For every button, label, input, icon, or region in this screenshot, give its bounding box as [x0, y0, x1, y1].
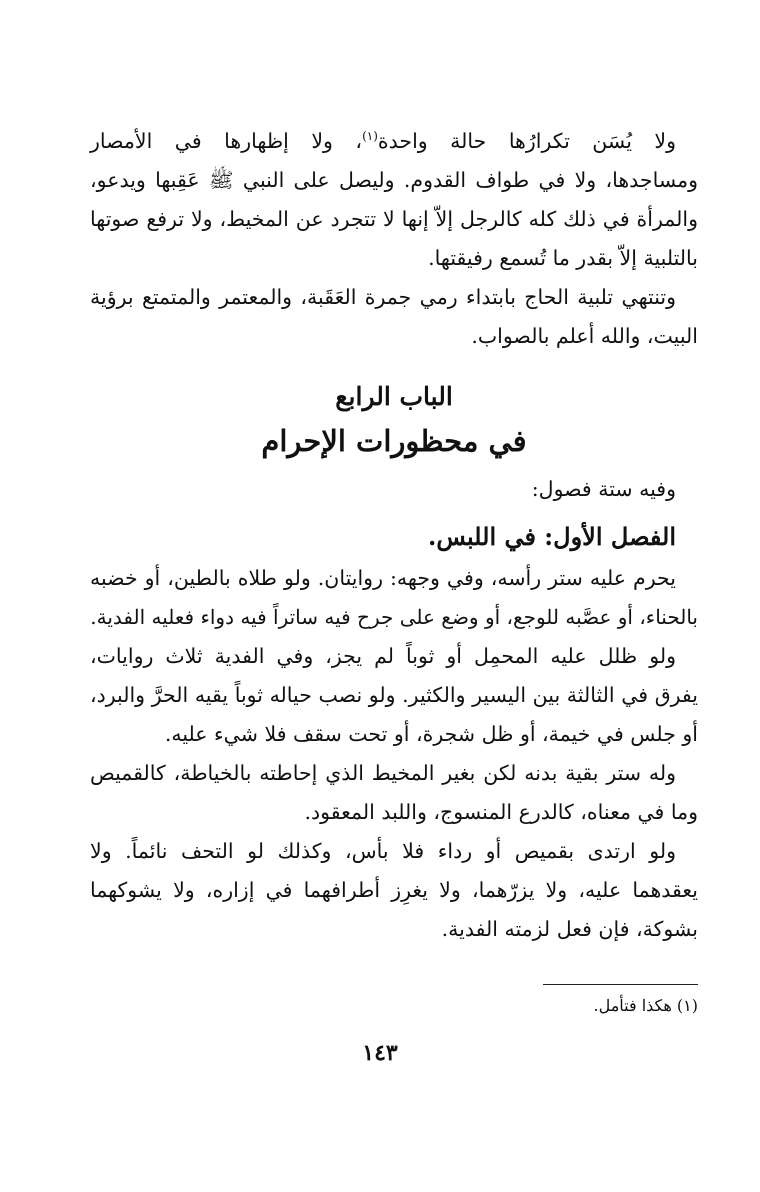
text-line: يعقدهما عليه، ولا يزرّهما، ولا يغرِز أطرافهما في إزاره، ولا يشوكهما: [90, 878, 698, 902]
text-segment: ، ولا إظهارها في الأمصار: [90, 129, 363, 153]
paragraph: [90, 832, 698, 949]
text-line: وتنتهي تلبية الحاج بابتداء رمي جمرة العَقَبة، والمعتمر والمتمتع برؤية: [90, 285, 677, 309]
paragraph: [90, 278, 698, 356]
paragraph: [90, 559, 698, 637]
footnote-divider: [543, 984, 698, 985]
footnote: (١) هكذا فتأمل.: [593, 996, 698, 1015]
footnote-marker[interactable]: (١): [362, 129, 378, 144]
chapter-subtitle: في محظورات الإحرام: [261, 424, 527, 458]
text-line: وفيه ستة فصول:: [531, 477, 676, 501]
text-line: ولو ظلل عليه المحمِل أو ثوباً لم يجز، وفي الفدية ثلاث روايات،: [90, 644, 676, 668]
text-line: أو جلس في خيمة، أو ظل شجرة، أو تحت سقف فلا شيء عليه.: [164, 722, 698, 746]
paragraph: [90, 637, 698, 754]
text-line: البيت، والله أعلم بالصواب.: [471, 324, 698, 348]
paragraph: [90, 122, 698, 278]
text-line: يحرم عليه ستر رأسه، وفي وجهه: روايتان. ولو طلاه بالطين، أو خضبه: [90, 566, 676, 590]
paragraph: [90, 754, 698, 832]
text-line: يفرق في الثالثة بين اليسير والكثير. ولو نصب حياله ثوباً يقيه الحرَّ والبرد،: [90, 683, 698, 707]
chapter-title: الباب الرابع: [335, 382, 453, 411]
page-number: ١٤٣: [362, 1040, 398, 1066]
text-line: ولو ارتدى بقميص أو رداء فلا بأس، وكذلك لو التحف نائماً. ولا: [90, 839, 676, 863]
text-line: وله ستر بقية بدنه لكن بغير المخيط الذي إحاطته بالخياطة، كالقميص: [90, 761, 676, 785]
text-line: بالحناء، أو عصَّبه للوجع، أو وضع على جرح فيه ساتراً فيه دواء فعليه الفدية.: [90, 605, 698, 629]
page-body: [90, 122, 698, 949]
text-line: وما في معناه، كالدرع المنسوج، واللبد المعقود.: [304, 800, 698, 824]
text-line: ومساجدها، ولا في طواف القدوم. وليصل على النبي ﷺ عَقِبها ويدعو،: [90, 168, 698, 192]
text-line: [90, 122, 698, 161]
text-segment: ولا يُسَن تكرارُها حالة واحدة: [377, 129, 676, 153]
section-heading: الفصل الأول: في اللبس.: [427, 522, 676, 551]
text-line: بالتلبية إلاّ بقدر ما تُسمع رفيقتها.: [428, 246, 698, 270]
text-line: بشوكة، فإن فعل لزمته الفدية.: [441, 917, 698, 941]
text-line: والمرأة في ذلك كله كالرجل إلاّ إنها لا تتجرد عن المخيط، ولا ترفع صوتها: [90, 207, 698, 231]
chapter-intro: [90, 470, 698, 509]
